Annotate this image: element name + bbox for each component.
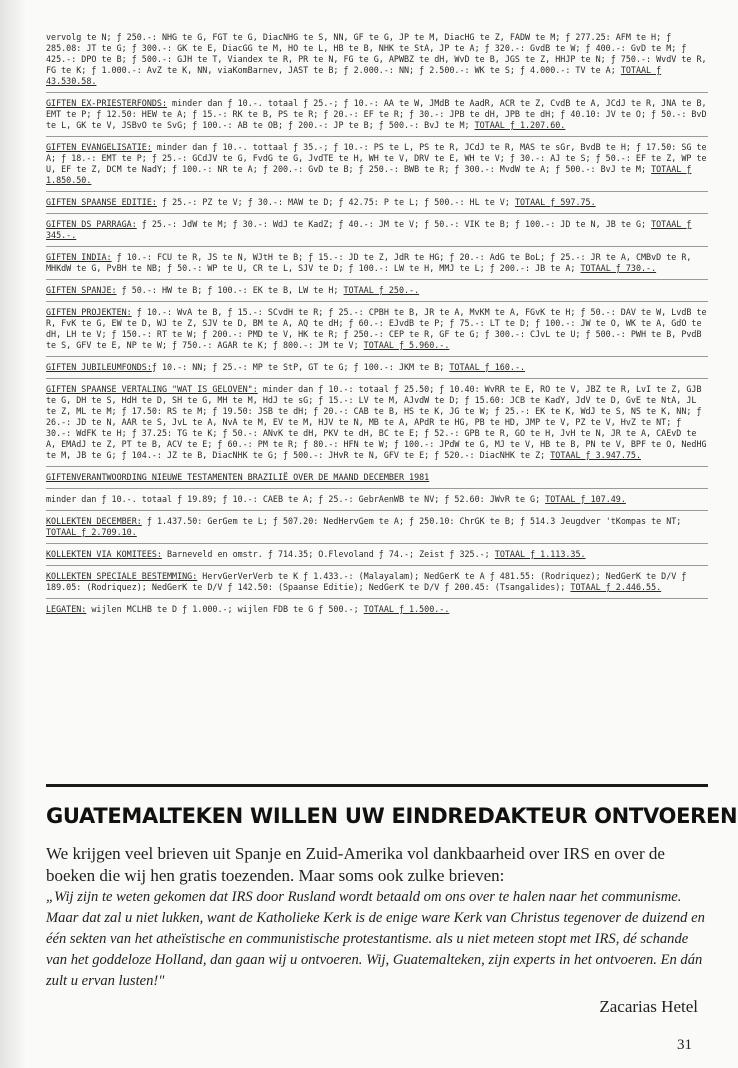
section-heading: KOLLEKTEN SPECIALE BESTEMMING: — [46, 571, 198, 581]
section-total: TOTAAL ƒ 2.709.10. — [46, 527, 137, 537]
listing-section — [46, 136, 708, 191]
listing-section — [46, 213, 708, 246]
section-heading: GIFTEN SPAANSE EDITIE: — [46, 197, 157, 207]
section-heading: GIFTEN EVANGELISATIE: — [46, 142, 152, 152]
section-total: TOTAAL ƒ 160.-. — [449, 362, 526, 372]
section-body: ƒ 10.-: NN; ƒ 25.-: MP te StP, GT te G; ƒ 100.-: JKM te B; — [151, 362, 445, 372]
section-total: TOTAAL ƒ 107.49. — [545, 494, 626, 504]
section-body: minder dan ƒ 10.-. totaal ƒ 25.-; ƒ 10.-: AA te W, JMdB te AadR, ACR te Z, CvdB te A, JCdJ te R, JNA te B, EMT te P; ƒ 12.50: HEW te A; ƒ 15.-: RK te B, PS te R; ƒ 20.-: EF te R; ƒ 30.-: JPB te dH, JPB te dH; ƒ 40.10: JV te O; ƒ 50.-: BvD te L, GK te V, JSBvO te SvG; ƒ 100.-: AB te OB; ƒ 200.-: JP te B; ƒ 500.-: BvJ te M; — [46, 98, 707, 130]
section-total: TOTAAL ƒ 5.960.-. — [363, 340, 450, 350]
article-intro: We krijgen veel brieven uit Spanje en Zuid-Amerika vol dankbaarheid over IRS en over de boeken die wij hen gratis toezenden. Maar soms ook zulke brieven: — [46, 844, 665, 885]
section-heading: GIFTEN SPANJE: — [46, 285, 117, 295]
section-body: Barneveld en omstr. ƒ 714.35; O.Flevoland ƒ 74.-; Zeist ƒ 325.-; — [161, 549, 490, 559]
section-heading: LEGATEN: — [46, 604, 87, 614]
page-binding-shadow — [0, 0, 26, 1068]
listing-section — [46, 279, 708, 301]
section-body: minder dan ƒ 10.-: totaal ƒ 25.50; ƒ 10.40: WvRR te E, RO te V, JBZ te R, LvI te Z, GJB te G, DH te S, HdH te D, SH te G, MH te M, HdJ te sG; ƒ 15.-: LV te M, AJvdW te D; ƒ 15.60: JCB te KadY, JdV te D, GvE te NtA, JL te Z, ML te M; ƒ 17.50: RS te M; ƒ 19.50: JSB te dH; ƒ 20.-: CAB te B, HS te K, JG te W; ƒ 25.-: EK te K, WdJ te S, NS te K, NN; ƒ 26.-: JD te N, AAR te S, JvL te A, NvA te M, EV te M, HJV te N, MB te A, APdR te HG, PB te HD, JMP te V, PZ te V, HvZ te NT; ƒ 30.-: WdFK te H; ƒ 37.25: TG te K; ƒ 50.-: ANvK te dH, PKV te dH, BC te E; ƒ 52.-: GPB te R, GO te H, JvH te N, JR te A, CAEvD te A, EMAdJ te Z, PT te B, ACV te E; ƒ 60.-: PM te R; ƒ 80.-: HFN te W; ƒ 100.-: JPdW te G, MJ te V, HB te B, PN te V, BPF te O, NedHG te M, JB te G; ƒ 104.-: JZ te B, DiacNHK te G; ƒ 500.-: JHvR te N, GFV te E; ƒ 520.-: DiacNHK te Z; — [46, 384, 707, 460]
section-heading: GIFTEN DS PARRAGA: — [46, 219, 137, 229]
listing-section — [46, 32, 708, 92]
section-body: vervolg te N; ƒ 250.-: NHG te G, FGT te G, DiacNHG te S, NN, GF te G, JP te M, DiacHG te Z, FADW te M; ƒ 277.25: AFM te H; ƒ 285.08: JT te G; ƒ 300.-: GK te E, DiacGG te M, HO te L, HB te B, NHK te StA, JP te A; ƒ 320.-: GvdB te W; ƒ 400.-: GvD te M; ƒ 425.-: DPO te B; ƒ 500.-: GJH te T, Viandex te R, PR te N, FG te G, APWBZ te dH, WvD te B, JGS te Z, HHJP te N; ƒ 750.-: WvdV te R, FG te K; ƒ 1.000.-: AvZ te K, NN, viaKomBarnev, JAST te B; ƒ 2.000.-: NN; ƒ 2.500.-: WK te S; ƒ 4.000.-: TV te A; — [46, 32, 707, 75]
section-body: wijlen MCLHB te D ƒ 1.000.-; wijlen FDB te G ƒ 500.-; — [86, 604, 359, 614]
listing-section — [46, 466, 708, 488]
section-total: TOTAAL ƒ 2.446.55. — [570, 582, 662, 592]
listing-section — [46, 510, 708, 543]
section-total: TOTAAL ƒ 1.113.35. — [494, 549, 586, 559]
section-total: TOTAAL ƒ 250.-. — [343, 285, 420, 295]
section-heading: GIFTEN PROJEKTEN: — [46, 307, 132, 317]
section-heading: GIFTENVERANTWOORDING NIEUWE TESTAMENTEN BRAZILIË OVER DE MAAND DECEMBER 1981 — [46, 472, 430, 482]
section-heading: GIFTEN JUBILEUMFONDS: — [46, 362, 152, 372]
listing-section — [46, 92, 708, 136]
listing-section — [46, 378, 708, 466]
section-body: ƒ 25.-: PZ te V; ƒ 30.-: MAW te D; ƒ 42.75: P te L; ƒ 500.-: HL te V; — [156, 197, 510, 207]
listing-section — [46, 543, 708, 565]
listing-section — [46, 301, 708, 356]
donations-listing — [46, 32, 708, 620]
listing-section — [46, 565, 708, 598]
listing-section — [46, 488, 708, 510]
section-total: TOTAAL ƒ 1.850.50. — [46, 164, 692, 185]
listing-section — [46, 191, 708, 213]
article-quote: „Wij zijn te weten gekomen dat IRS door Rusland wordt betaald om ons over te halen naar het communisme. Maar dat zal u niet lukken, want de Katholieke Kerk is de enige ware Kerk van Christus tegenover de duizend en één sekten van het atheïstische en communistische protestantisme. als u niet meteen stopt met IRS, dé schande van het goddeloze Holland, dan gaan wij u ontvoeren. Wij, Guatemalteken, zijn experts in het ontvoeren. En dán zult u ervan lusten!" — [46, 889, 705, 989]
section-heading: KOLLEKTEN DECEMBER: — [46, 516, 142, 526]
section-total: TOTAAL ƒ 597.75. — [514, 197, 596, 207]
article-signature: Zacarias Hetel — [599, 997, 698, 1016]
listing-section — [46, 598, 708, 620]
section-divider — [46, 784, 708, 787]
section-total: TOTAAL ƒ 1.500.-. — [363, 604, 450, 614]
section-body: ƒ 25.-: JdW te M; ƒ 30.-: WdJ te KadZ; ƒ 40.-: JM te V; ƒ 50.-: VIK te B; ƒ 100.-: JD te N, JB te G; — [136, 219, 647, 229]
section-body: ƒ 1.437.50: GerGem te L; ƒ 507.20: NedHervGem te A; ƒ 250.10: ChrGK te B; ƒ 514.3 Jeugdver 'tKompas te NT; — [141, 516, 682, 526]
page-number: 31 — [677, 1037, 692, 1053]
section-body: minder dan ƒ 10.-. totaal ƒ 19.89; ƒ 10.-: CAEB te A; ƒ 25.-: GebrAenWB te NV; ƒ 52.60: JWvR te G; — [46, 494, 541, 504]
article-headline: GUATEMALTEKEN WILLEN UW EINDREDAKTEUR ONTVOEREN — [46, 804, 738, 828]
section-body: minder dan ƒ 10.-. tottaal ƒ 35.-; ƒ 10.-: PS te L, PS te R, JCdJ te R, MAS te sGr, BvdB te H; ƒ 17.50: SG te A; ƒ 18.-: EMT te P; ƒ 25.-: GCdJV te G, FvdG te G, JvdTE te H, WH te V, DRV te E, WH te V; ƒ 30.-: AJ te S; ƒ 50.-: EF te Z, WP te U, EF te Z, DCM te NadY; ƒ 100.-: NR te A; ƒ 200.-: GvD te B; ƒ 250.-: BWB te R; ƒ 300.-: MvdW te A; ƒ 500.-: BvJ te M; — [46, 142, 707, 174]
section-body: ƒ 10.-: FCU te R, JS te N, WJtH te B; ƒ 15.-: JD te Z, JdR te HG; ƒ 20.-: AdG te BoL; ƒ 25.-: JR te A, CMBvD te R, MHKdW te G, PvBH te NB; ƒ 50.-: WP te U, CR te L, SJV te D; ƒ 100.-: LW te H, MMJ te L; ƒ 200.-: JB te A; — [46, 252, 692, 273]
section-heading: GIFTEN SPAANSE VERTALING "WAT IS GELOVEN": — [46, 384, 258, 394]
section-heading: KOLLEKTEN VIA KOMITEES: — [46, 549, 162, 559]
section-total: TOTAAL ƒ 1.207.60. — [474, 120, 566, 130]
section-body: HervGerVerVerb te K ƒ 1.433.-: (Malayalam); NedGerK te A ƒ 481.55: (Rodriquez); NedGerK te D/V ƒ 189.05: (Rodriquez); NedGerK te D/V ƒ 142.50: (Spaanse Editie); NedGerK te D/V ƒ 200.45: (Tsangalides); — [46, 571, 687, 592]
section-heading: GIFTEN INDIA: — [46, 252, 112, 262]
section-total: TOTAAL ƒ 43.530.58. — [46, 65, 662, 86]
section-heading: GIFTEN EX-PRIESTERFONDS: — [46, 98, 168, 108]
listing-section — [46, 246, 708, 279]
section-total: TOTAAL ƒ 730.-. — [580, 263, 657, 273]
section-body: ƒ 10.-: WvA te B, ƒ 15.-: SCvdH te R; ƒ 25.-: CPBH te B, JR te A, MvKM te A, FGvK te H; ƒ 50.-: DAV te W, LvdB te R, FvK te G, EW te D, WJ te Z, SJV te D, BM te A, AQ te dH; ƒ 60.-: EJvdB te P; ƒ 75.-: LT te D; ƒ 100.-: JW te O, WK te A, GdO te dH, LH te V; ƒ 150.-: RT te W; ƒ 200.-: PMD te V, HK te R; ƒ 250.-: CEP te R, GF te G; ƒ 300.-: CJvL te U; ƒ 500.-: PWH te B, PvdB te S, GFV te E, NP te W; ƒ 750.-: AGAR te K; ƒ 800.-: JM te V; — [46, 307, 707, 350]
listing-section — [46, 356, 708, 378]
section-body: ƒ 50.-: HW te B; ƒ 100.-: EK te B, LW te H; — [116, 285, 339, 295]
section-total: TOTAAL ƒ 345.-. — [46, 219, 692, 240]
section-total: TOTAAL ƒ 3.947.75. — [550, 450, 641, 460]
